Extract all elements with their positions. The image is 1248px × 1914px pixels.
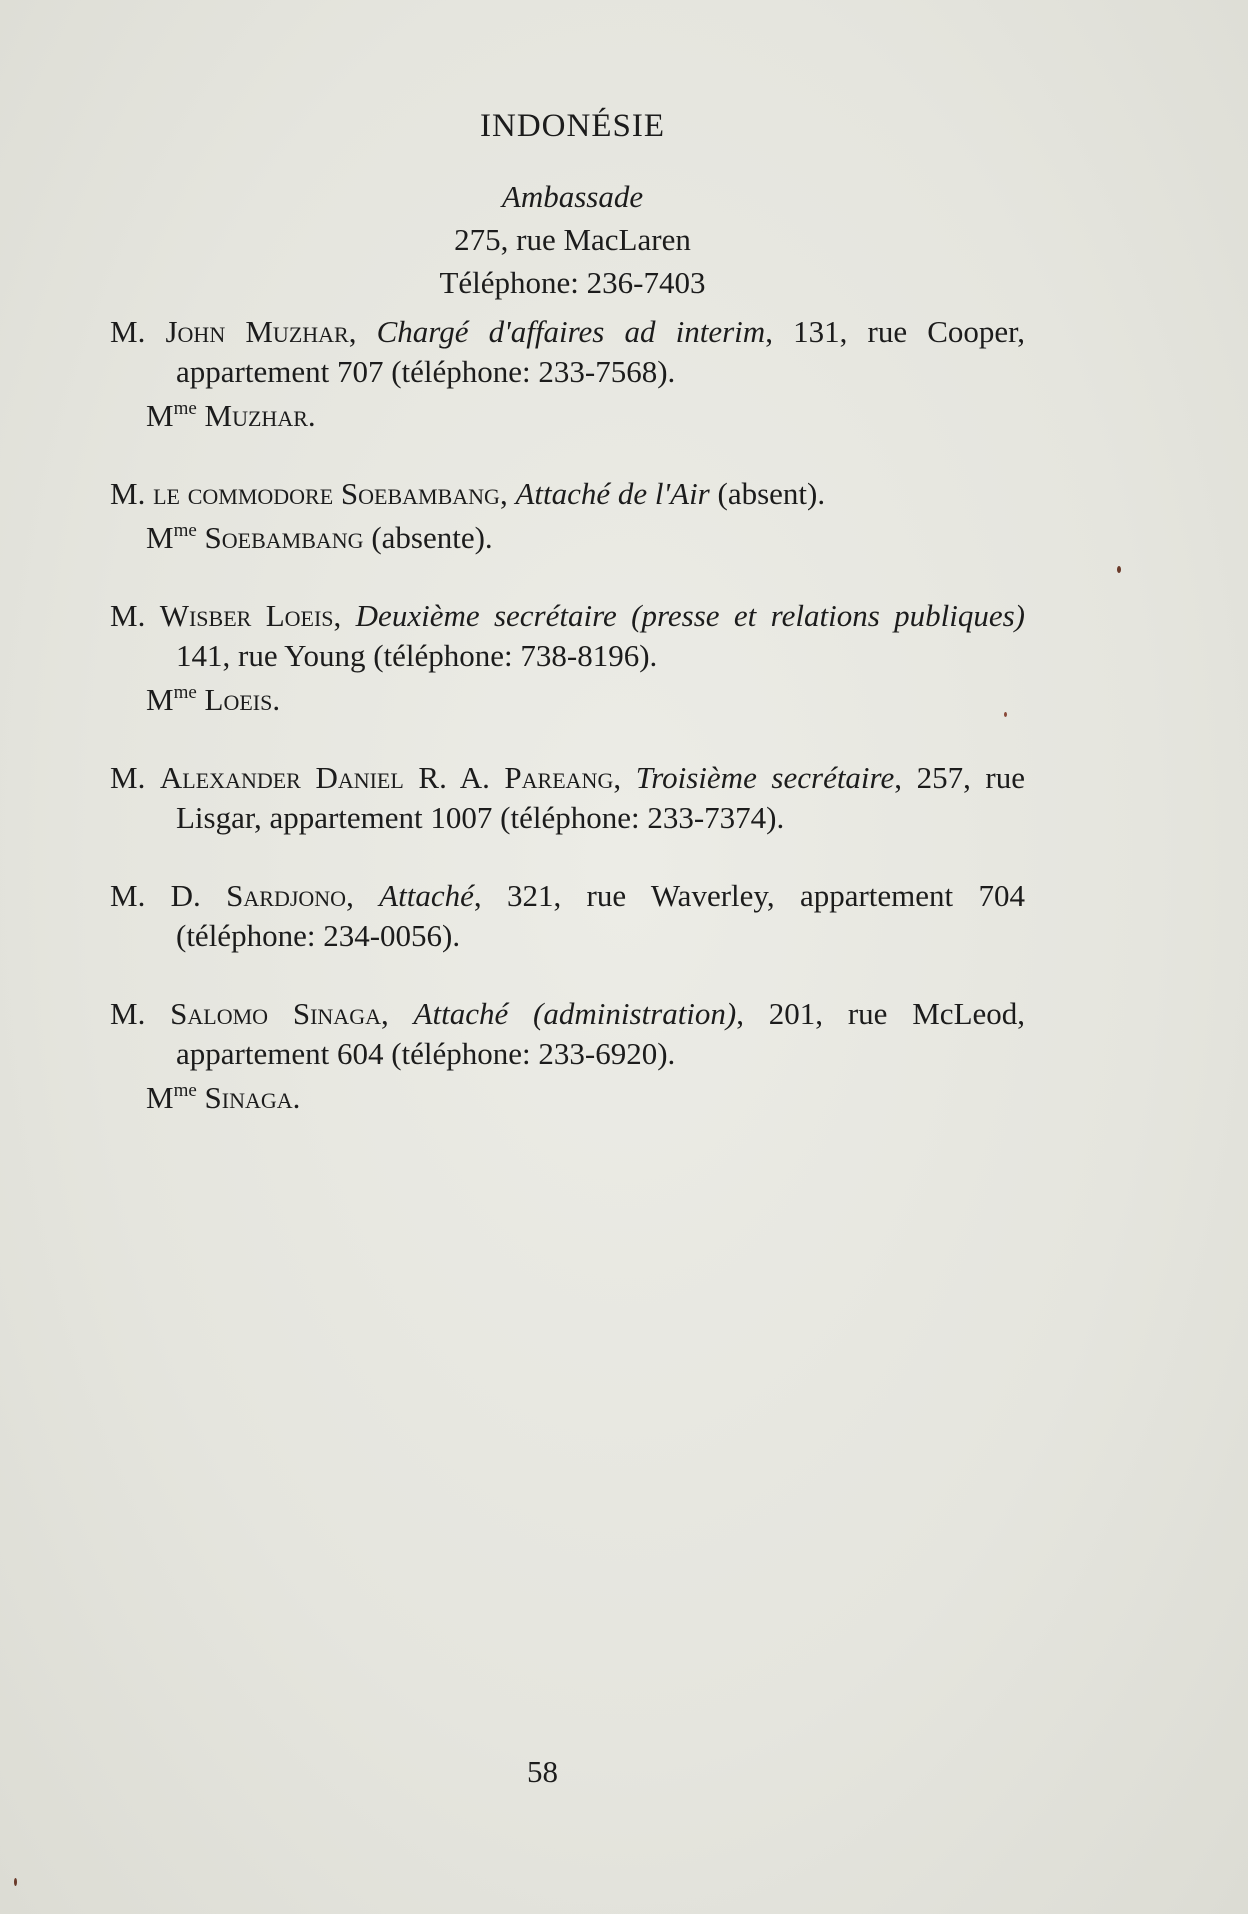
entry-title: M. bbox=[110, 314, 146, 349]
entry-role: Attaché de l'Air bbox=[515, 476, 710, 511]
office-phone: Téléphone: 236-7403 bbox=[439, 265, 706, 300]
entry-details: , 321, rue Waverley, appartement 704 (téléphone: 234-0056). bbox=[176, 878, 1026, 953]
spouse-line: $M^{me}$ Muzhar. bbox=[146, 398, 316, 433]
entry-title: M. bbox=[110, 760, 146, 795]
entry-details: , 201, rue McLeod, appartement 604 (téléphone: 233-6920). bbox=[176, 996, 1026, 1071]
page-number: 58 bbox=[527, 1754, 558, 1789]
entry-name: Wisber Loeis bbox=[159, 598, 334, 633]
staff-entry: M. le commodore Soebambang, Attaché de l'Air (absent). $M^{me}$ Soebambang (absente). bbox=[110, 474, 1025, 558]
entry-details: , 131, rue Cooper, appartement 707 (téléphone: 233-7568). bbox=[176, 314, 1025, 389]
spouse-line: $M^{me}$ Soebambang (absente). bbox=[146, 520, 493, 555]
staff-entry: M. Alexander Daniel R. A. Pareang, Troisième secrétaire, 257, rue Lisgar, appartement 1007 (téléphone: 233-7374). bbox=[110, 760, 1025, 835]
staff-list bbox=[110, 312, 1025, 1118]
paper-speck bbox=[14, 1878, 17, 1886]
entry-name: Salomo Sinaga bbox=[170, 996, 381, 1031]
entry-name: John Muzhar bbox=[165, 314, 349, 349]
paper-speck bbox=[1004, 712, 1007, 717]
staff-entry: M. Salomo Sinaga, Attaché (administration), 201, rue McLeod, appartement 604 (téléphone: 233-6920). $M^{me}$ Sinaga. bbox=[110, 994, 1025, 1118]
spouse-line: $M^{me}$ Loeis. bbox=[146, 682, 281, 717]
spouse-name: Muzhar bbox=[204, 398, 308, 433]
entry-name: le commodore Soebambang bbox=[153, 476, 500, 511]
entry-title: M. bbox=[110, 476, 146, 511]
entry-title: M. bbox=[110, 996, 146, 1031]
entry-title: M. bbox=[110, 878, 146, 913]
entry-name: D. Sardjono bbox=[170, 878, 347, 913]
spouse-line: $M^{me}$ Sinaga. bbox=[146, 1080, 301, 1115]
office-type: Ambassade bbox=[501, 179, 644, 214]
entry-details: , 257, rue Lisgar, appartement 1007 (téléphone: 233-7374). bbox=[176, 760, 1025, 835]
staff-entry: M. D. Sardjono, Attaché, 321, rue Waverley, appartement 704 (téléphone: 234-0056). bbox=[110, 878, 1026, 953]
spouse-name: Loeis bbox=[204, 682, 273, 717]
entry-details: 141, rue Young (téléphone: 738-8196). bbox=[176, 638, 658, 673]
entry-details: (absent). bbox=[709, 476, 826, 511]
entry-role: Attaché bbox=[379, 878, 474, 913]
entry-role: Deuxième secrétaire (presse et relations publiques) bbox=[355, 598, 1026, 633]
entry-name: Alexander Daniel R. A. Pareang bbox=[159, 760, 614, 795]
entry-title: M. bbox=[110, 598, 146, 633]
paper-speck bbox=[1117, 566, 1121, 573]
country-heading: INDONÉSIE bbox=[480, 108, 665, 144]
staff-entry: M. John Muzhar, Chargé d'affaires ad interim, 131, rue Cooper, appartement 707 (téléphone: 233-7568). $M^{me}$ Muzhar. bbox=[110, 312, 1025, 436]
spouse-name: Sinaga bbox=[204, 1080, 293, 1115]
spouse-name: Soebambang bbox=[204, 520, 364, 555]
entry-role: Attaché (administration) bbox=[413, 996, 737, 1031]
entry-role: Troisième secrétaire bbox=[635, 760, 895, 795]
entry-role: Chargé d'affaires ad interim bbox=[376, 314, 766, 349]
staff-entry: M. Wisber Loeis, Deuxième secrétaire (presse et relations publiques) 141, rue Young (téléphone: 738-8196). $M^{me}$ Loeis. bbox=[110, 596, 1025, 720]
office-address: 275, rue MacLaren bbox=[454, 222, 691, 257]
